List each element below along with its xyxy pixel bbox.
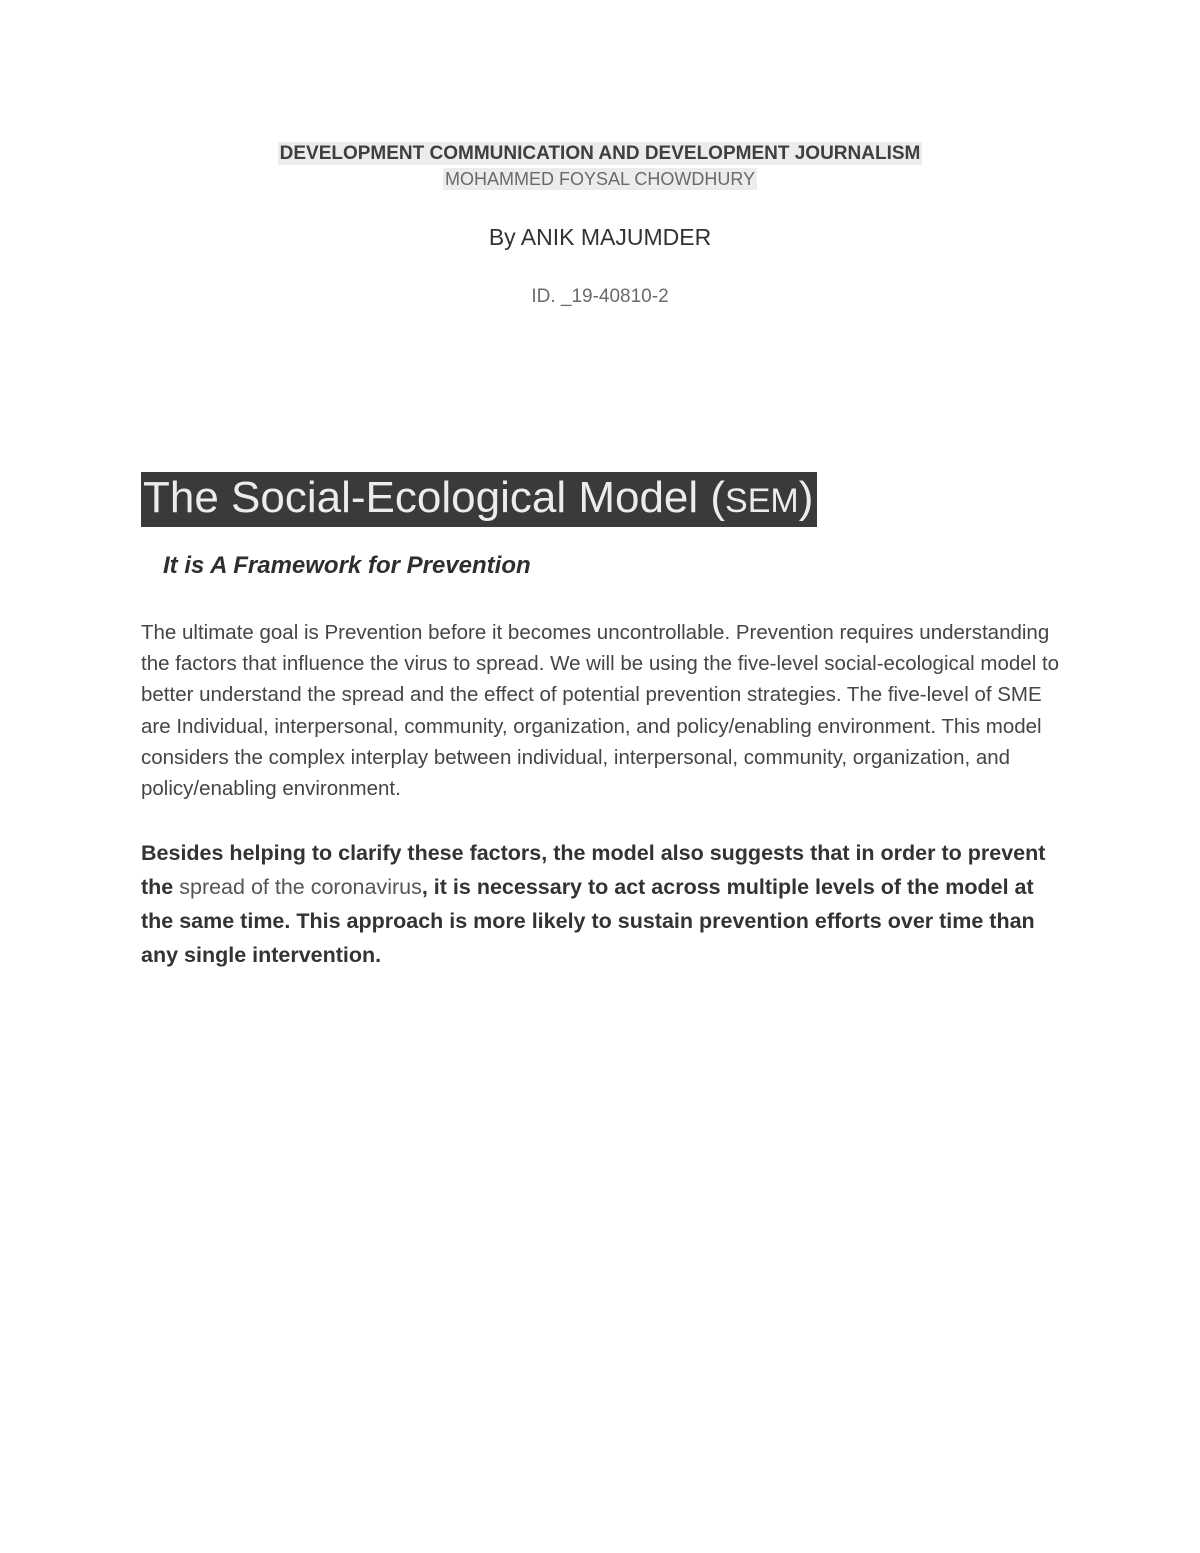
paragraph-2-part-1: Besides helping to clarify these factors, the model also suggests that in order to prevent the (141, 841, 1046, 899)
student-id: ID. _19-40810-2 (531, 286, 669, 307)
page-title-close: ) (798, 473, 814, 522)
body-paragraph-2 (141, 836, 1061, 972)
instructor-name (0, 169, 1200, 190)
course-title-text: DEVELOPMENT COMMUNICATION AND DEVELOPMENT JOURNALISM (279, 143, 921, 164)
course-title (0, 143, 1200, 165)
page-title-text: The Social-Ecological Model ( (143, 473, 726, 522)
author-line: By ANIK MAJUMDER (488, 224, 712, 250)
page-title-abbreviation: SEM (725, 482, 799, 520)
body-paragraph-1: The ultimate goal is Prevention before it becomes uncontrollable. Prevention requires understanding the factors that influence the virus to spread. We will be using the five-level social-ecological model to better understand the spread and the effect of potential prevention strategies. The five-level of SME are Individual, interpersonal, community, organization, and policy/enabling environment. This model considers the complex interplay between individual, interpersonal, community, organization, and policy/enabling environment. (141, 621, 1060, 801)
paragraph-2-part-2: spread of the coronavirus (179, 875, 422, 899)
subheading: It is A Framework for Prevention (163, 552, 531, 579)
page-title (141, 472, 817, 527)
paragraph-2-part-3: , it is necessary to act across multiple levels of the model at the same time. This approach is more likely to sustain prevention efforts over time than any single intervention. (141, 875, 1035, 967)
instructor-name-text: MOHAMMED FOYSAL CHOWDHURY (444, 169, 756, 189)
